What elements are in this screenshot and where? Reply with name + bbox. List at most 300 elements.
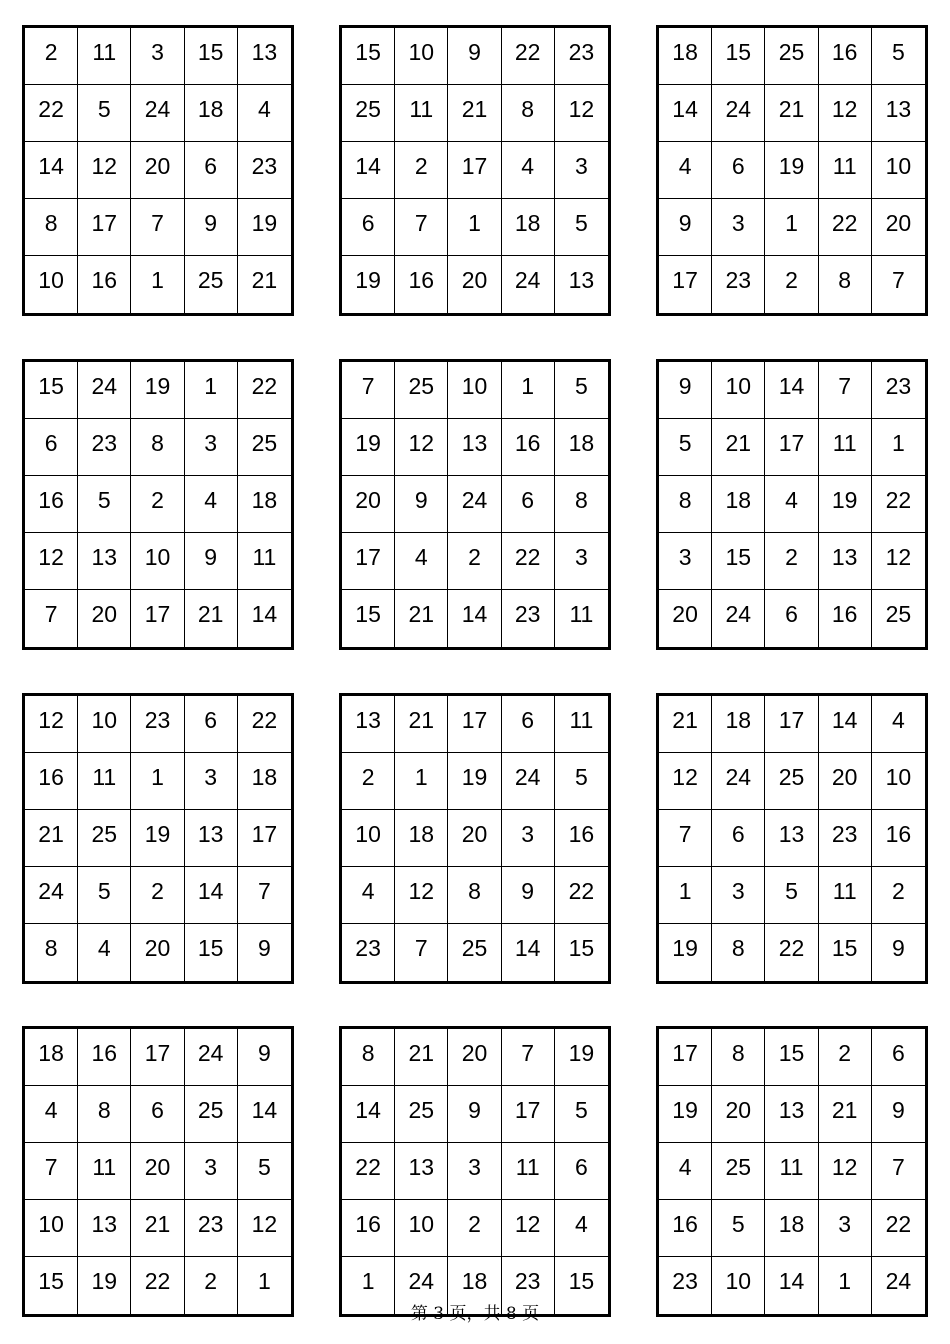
grid-cell: 15 <box>568 1268 595 1294</box>
grid-cell: 9 <box>395 476 448 533</box>
grid-cell: 3 <box>448 1143 501 1200</box>
number-grid <box>656 25 928 316</box>
grid-cell: 6 <box>131 1086 184 1143</box>
grid-cell: 22 <box>765 924 818 981</box>
grid-cell: 11 <box>502 1143 555 1200</box>
grid-cell: 23 <box>712 256 765 313</box>
grid-cell: 8 <box>131 419 184 476</box>
grid-cell: 1 <box>342 1257 395 1314</box>
grid-cell: 5 <box>555 753 608 810</box>
grid-cell: 21 <box>251 267 278 293</box>
grid-cell: 2 <box>131 476 184 533</box>
grid-cell: 4 <box>25 1086 78 1143</box>
grid-cell: 1 <box>659 867 712 924</box>
grid-cell: 14 <box>765 362 818 419</box>
grid-cell: 5 <box>555 362 608 419</box>
grid-cell: 23 <box>555 28 608 85</box>
grid-cell: 3 <box>131 28 184 85</box>
grid-cell: 1 <box>502 362 555 419</box>
grid-cell: 18 <box>238 753 291 810</box>
grid-cell: 8 <box>342 1029 395 1086</box>
grid-cell: 14 <box>765 1257 818 1314</box>
grid-cell: 19 <box>78 1257 131 1314</box>
grid-cell: 6 <box>342 199 395 256</box>
grid-cell: 8 <box>25 199 78 256</box>
grid-cell: 9 <box>892 935 905 961</box>
grid-cell: 12 <box>819 85 872 142</box>
grid-cell: 19 <box>659 924 712 981</box>
grid-cell: 18 <box>502 199 555 256</box>
grid-cell: 25 <box>395 1086 448 1143</box>
grid-cell: 22 <box>131 1257 184 1314</box>
grid-cell: 12 <box>25 696 78 753</box>
grid-cell: 13 <box>568 267 595 293</box>
grid-cell: 10 <box>342 810 395 867</box>
grid-cell: 9 <box>448 28 501 85</box>
grid-cell: 25 <box>448 924 501 981</box>
grid-cell: 5 <box>238 1143 291 1200</box>
grid-cell: 13 <box>78 1200 131 1257</box>
grid-cell: 16 <box>25 476 78 533</box>
grid-cell: 24 <box>78 362 131 419</box>
grid-cell: 7 <box>872 1143 925 1200</box>
grid-cell: 15 <box>342 28 395 85</box>
grid-cell: 15 <box>185 28 238 85</box>
grid-cell: 24 <box>712 85 765 142</box>
grid-cell: 15 <box>712 533 765 590</box>
grid-cell: 6 <box>765 590 818 647</box>
grid-cell: 24 <box>502 753 555 810</box>
grid-cell: 18 <box>25 1029 78 1086</box>
grid-cell: 17 <box>342 533 395 590</box>
grid-cell: 3 <box>712 867 765 924</box>
grid-cell: 25 <box>185 256 238 313</box>
grid-cell: 1 <box>131 256 184 313</box>
grid-cell: 2 <box>765 256 818 313</box>
grid-cell: 2 <box>25 28 78 85</box>
grid-cell: 4 <box>342 867 395 924</box>
number-grid <box>339 693 611 984</box>
grid-cell: 18 <box>659 28 712 85</box>
grid-cell: 16 <box>342 1200 395 1257</box>
grid-cell: 23 <box>185 1200 238 1257</box>
grid-cell: 6 <box>712 142 765 199</box>
grid-cell: 18 <box>448 1257 501 1314</box>
grid-cell: 5 <box>555 199 608 256</box>
grid-cell: 2 <box>448 1200 501 1257</box>
grid-cell: 22 <box>25 85 78 142</box>
grid-cell: 2 <box>131 867 184 924</box>
grid-cell: 5 <box>872 28 925 85</box>
grid-cell: 14 <box>342 1086 395 1143</box>
grid-cell: 24 <box>185 1029 238 1086</box>
grid-cell: 8 <box>502 85 555 142</box>
grid-cell: 21 <box>395 696 448 753</box>
grid-cell: 21 <box>659 696 712 753</box>
grid-cell: 6 <box>25 419 78 476</box>
number-grid <box>339 25 611 316</box>
grid-cell: 5 <box>78 476 131 533</box>
grid-cell: 11 <box>569 601 594 627</box>
grid-cell: 16 <box>555 810 608 867</box>
grid-cell: 15 <box>568 935 595 961</box>
grid-cell: 15 <box>765 1029 818 1086</box>
grid-cell: 4 <box>78 924 131 981</box>
grid-cell: 18 <box>185 85 238 142</box>
grid-cell: 2 <box>342 753 395 810</box>
grid-cell: 13 <box>765 1086 818 1143</box>
grid-cell: 22 <box>342 1143 395 1200</box>
grid-cell: 7 <box>25 1143 78 1200</box>
grid-cell: 23 <box>819 810 872 867</box>
grid-cell: 10 <box>395 28 448 85</box>
grid-cell: 1 <box>765 199 818 256</box>
number-grid <box>339 1026 611 1317</box>
grid-cell: 12 <box>872 533 925 590</box>
grid-cell: 14 <box>502 924 555 981</box>
grid-cell: 23 <box>659 1257 712 1314</box>
grid-cell: 18 <box>238 476 291 533</box>
grid-cell: 7 <box>395 199 448 256</box>
grid-cell: 11 <box>78 753 131 810</box>
number-grid <box>22 359 294 650</box>
grid-cell: 3 <box>659 533 712 590</box>
grid-cell: 5 <box>555 1086 608 1143</box>
grid-cell: 12 <box>555 85 608 142</box>
grid-cell: 17 <box>131 1029 184 1086</box>
grid-cell: 17 <box>78 199 131 256</box>
grid-cell: 2 <box>448 533 501 590</box>
grid-cell: 22 <box>819 199 872 256</box>
grid-cell: 13 <box>342 696 395 753</box>
grid-cell: 23 <box>502 590 555 647</box>
grid-cell: 9 <box>238 1029 291 1086</box>
grid-cell: 20 <box>78 590 131 647</box>
grid-cell: 6 <box>185 142 238 199</box>
grid-cell: 20 <box>131 1143 184 1200</box>
grid-cell: 17 <box>502 1086 555 1143</box>
grid-cell: 10 <box>872 753 925 810</box>
grid-cell: 24 <box>131 85 184 142</box>
grid-cell: 21 <box>819 1086 872 1143</box>
grid-cell: 14 <box>238 1086 291 1143</box>
grid-cell: 4 <box>765 476 818 533</box>
grid-cell: 15 <box>185 924 238 981</box>
grid-cell: 8 <box>448 867 501 924</box>
grid-cell: 7 <box>502 1029 555 1086</box>
grid-cell: 18 <box>555 419 608 476</box>
grid-cell: 19 <box>342 419 395 476</box>
grid-cell: 16 <box>659 1200 712 1257</box>
grid-cell: 2 <box>872 867 925 924</box>
grid-cell: 23 <box>342 924 395 981</box>
grid-cell: 10 <box>25 1200 78 1257</box>
grid-cell: 12 <box>395 867 448 924</box>
grid-cell: 7 <box>131 199 184 256</box>
grid-cell: 17 <box>659 1029 712 1086</box>
grid-cell: 12 <box>502 1200 555 1257</box>
grid-cell: 10 <box>712 1257 765 1314</box>
grid-cell: 11 <box>819 419 872 476</box>
grid-cell: 18 <box>395 810 448 867</box>
grid-cell: 24 <box>448 476 501 533</box>
grid-cell: 20 <box>131 142 184 199</box>
grid-cell: 12 <box>78 142 131 199</box>
grid-cell: 19 <box>555 1029 608 1086</box>
grid-cell: 1 <box>819 1257 872 1314</box>
grid-cell: 21 <box>765 85 818 142</box>
grid-cell: 4 <box>238 85 291 142</box>
number-grid <box>339 359 611 650</box>
grid-cell: 14 <box>342 142 395 199</box>
grid-cell: 2 <box>185 1257 238 1314</box>
grid-cell: 3 <box>712 199 765 256</box>
grid-cell: 22 <box>872 476 925 533</box>
grid-cell: 15 <box>342 590 395 647</box>
grid-cell: 16 <box>395 256 448 313</box>
grid-cell: 17 <box>448 142 501 199</box>
grid-cell: 10 <box>712 362 765 419</box>
grid-cell: 1 <box>395 753 448 810</box>
grid-cell: 21 <box>712 419 765 476</box>
grid-cell: 6 <box>712 810 765 867</box>
grid-cell: 10 <box>25 256 78 313</box>
grid-cell: 22 <box>502 28 555 85</box>
number-grid <box>656 359 928 650</box>
grid-cell: 16 <box>78 1029 131 1086</box>
grid-cell: 13 <box>448 419 501 476</box>
grid-cell: 25 <box>185 1086 238 1143</box>
grid-cell: 7 <box>25 590 78 647</box>
grid-cell: 22 <box>238 362 291 419</box>
grid-cell: 13 <box>238 28 291 85</box>
grid-cell: 11 <box>765 1143 818 1200</box>
grid-cell: 17 <box>238 810 291 867</box>
grid-cell: 25 <box>712 1143 765 1200</box>
grid-cell: 16 <box>502 419 555 476</box>
grid-cell: 5 <box>712 1200 765 1257</box>
grid-cell: 4 <box>395 533 448 590</box>
grid-cell: 12 <box>395 419 448 476</box>
grid-cell: 11 <box>78 1143 131 1200</box>
grid-cell: 21 <box>25 810 78 867</box>
grid-cell: 4 <box>555 1200 608 1257</box>
grid-cell: 3 <box>185 1143 238 1200</box>
grid-cell: 19 <box>659 1086 712 1143</box>
grid-cell: 10 <box>131 533 184 590</box>
grid-cell: 18 <box>712 696 765 753</box>
grid-cell: 21 <box>395 1029 448 1086</box>
grid-cell: 23 <box>131 696 184 753</box>
grid-cell: 17 <box>131 590 184 647</box>
grid-cell: 9 <box>185 199 238 256</box>
grid-cell: 13 <box>872 85 925 142</box>
grid-cell: 9 <box>659 362 712 419</box>
grid-cell: 7 <box>342 362 395 419</box>
grid-cell: 20 <box>872 199 925 256</box>
grid-cell: 7 <box>238 867 291 924</box>
grid-cell: 21 <box>185 590 238 647</box>
grid-cell: 21 <box>131 1200 184 1257</box>
grid-cell: 24 <box>395 1257 448 1314</box>
grid-cell: 3 <box>502 810 555 867</box>
grid-cell: 12 <box>25 533 78 590</box>
grid-cell: 14 <box>659 85 712 142</box>
grid-cell: 6 <box>872 1029 925 1086</box>
grid-cell: 10 <box>448 362 501 419</box>
grid-cell: 4 <box>185 476 238 533</box>
grid-cell: 8 <box>819 256 872 313</box>
grid-cell: 14 <box>819 696 872 753</box>
grid-cell: 6 <box>555 1143 608 1200</box>
grid-cell: 19 <box>819 476 872 533</box>
grid-cell: 20 <box>131 924 184 981</box>
grid-cell: 4 <box>659 142 712 199</box>
grid-cell: 8 <box>555 476 608 533</box>
grid-cell: 18 <box>712 476 765 533</box>
grid-cell: 12 <box>819 1143 872 1200</box>
grid-cell: 20 <box>712 1086 765 1143</box>
grid-cell: 19 <box>131 810 184 867</box>
grid-cell: 16 <box>819 590 872 647</box>
grid-cell: 22 <box>555 867 608 924</box>
grid-cell: 2 <box>765 533 818 590</box>
grid-cell: 13 <box>819 533 872 590</box>
grid-cell: 12 <box>238 1200 291 1257</box>
grid-cell: 7 <box>892 267 905 293</box>
grid-cell: 14 <box>448 590 501 647</box>
number-grid <box>656 693 928 984</box>
grid-cell: 11 <box>78 28 131 85</box>
grid-cell: 20 <box>342 476 395 533</box>
grid-cell: 1 <box>185 362 238 419</box>
grid-cell: 11 <box>395 85 448 142</box>
grid-cell: 11 <box>238 533 291 590</box>
grid-cell: 21 <box>395 590 448 647</box>
grid-cell: 10 <box>872 142 925 199</box>
grid-cell: 15 <box>25 1257 78 1314</box>
grid-cell: 13 <box>185 810 238 867</box>
grid-cell: 20 <box>448 256 501 313</box>
grid-cell: 16 <box>78 256 131 313</box>
grid-cell: 9 <box>258 935 271 961</box>
grid-cell: 8 <box>25 924 78 981</box>
grid-cell: 25 <box>885 601 912 627</box>
grid-cell: 24 <box>25 867 78 924</box>
grid-cell: 7 <box>819 362 872 419</box>
grid-cell: 20 <box>819 753 872 810</box>
grid-cell: 15 <box>819 924 872 981</box>
grid-cell: 9 <box>185 533 238 590</box>
grid-cell: 6 <box>502 476 555 533</box>
grid-cell: 20 <box>659 590 712 647</box>
grid-cell: 11 <box>555 696 608 753</box>
grid-cell: 25 <box>78 810 131 867</box>
grid-cell: 15 <box>25 362 78 419</box>
grid-cell: 7 <box>659 810 712 867</box>
grid-cell: 16 <box>25 753 78 810</box>
grid-cell: 1 <box>258 1268 271 1294</box>
grid-cell: 3 <box>555 142 608 199</box>
grid-cell: 10 <box>395 1200 448 1257</box>
grid-cell: 3 <box>819 1200 872 1257</box>
grid-cell: 5 <box>78 85 131 142</box>
grid-cell: 22 <box>238 696 291 753</box>
grid-cell: 25 <box>765 28 818 85</box>
grid-cell: 14 <box>25 142 78 199</box>
grid-cell: 5 <box>765 867 818 924</box>
grid-cell: 9 <box>659 199 712 256</box>
grid-cell: 6 <box>185 696 238 753</box>
grid-cell: 5 <box>78 867 131 924</box>
grid-cell: 2 <box>819 1029 872 1086</box>
grid-cell: 25 <box>342 85 395 142</box>
grid-cell: 20 <box>448 1029 501 1086</box>
grid-cell: 23 <box>872 362 925 419</box>
grid-cell: 1 <box>131 753 184 810</box>
grid-cell: 16 <box>819 28 872 85</box>
grid-cell: 17 <box>765 419 818 476</box>
grid-cell: 10 <box>78 696 131 753</box>
grid-cell: 9 <box>872 1086 925 1143</box>
grid-cell: 4 <box>502 142 555 199</box>
grid-cell: 25 <box>395 362 448 419</box>
grid-cell: 21 <box>448 85 501 142</box>
grid-cell: 5 <box>659 419 712 476</box>
number-grid <box>22 693 294 984</box>
grid-cell: 14 <box>251 601 278 627</box>
grid-cell: 9 <box>502 867 555 924</box>
grid-cell: 17 <box>765 696 818 753</box>
number-grid <box>656 1026 928 1317</box>
grid-cell: 24 <box>885 1268 912 1294</box>
grid-cell: 18 <box>765 1200 818 1257</box>
grid-cell: 14 <box>185 867 238 924</box>
grid-cell: 24 <box>712 590 765 647</box>
grid-cell: 19 <box>131 362 184 419</box>
grid-cell: 20 <box>448 810 501 867</box>
grid-cell: 6 <box>502 696 555 753</box>
grid-cell: 19 <box>765 142 818 199</box>
grid-cell: 1 <box>872 419 925 476</box>
grid-cell: 11 <box>819 867 872 924</box>
grid-cell: 19 <box>238 199 291 256</box>
grid-cell: 8 <box>712 924 765 981</box>
grid-cell: 3 <box>185 419 238 476</box>
grid-cell: 23 <box>238 142 291 199</box>
grid-cell: 8 <box>78 1086 131 1143</box>
grid-cell: 16 <box>872 810 925 867</box>
grid-cell: 8 <box>659 476 712 533</box>
grid-cell: 23 <box>78 419 131 476</box>
grid-cell: 19 <box>342 256 395 313</box>
grid-cell: 17 <box>448 696 501 753</box>
grid-cell: 4 <box>872 696 925 753</box>
grid-cell: 3 <box>185 753 238 810</box>
grid-cell: 13 <box>395 1143 448 1200</box>
grid-cell: 22 <box>872 1200 925 1257</box>
grid-cell: 12 <box>659 753 712 810</box>
grid-cell: 25 <box>765 753 818 810</box>
grid-cell: 8 <box>712 1029 765 1086</box>
grid-cell: 11 <box>819 142 872 199</box>
grid-cell: 19 <box>448 753 501 810</box>
grid-cell: 1 <box>448 199 501 256</box>
number-grid <box>22 25 294 316</box>
grid-cell: 7 <box>395 924 448 981</box>
grid-cell: 2 <box>395 142 448 199</box>
grid-cell: 3 <box>555 533 608 590</box>
